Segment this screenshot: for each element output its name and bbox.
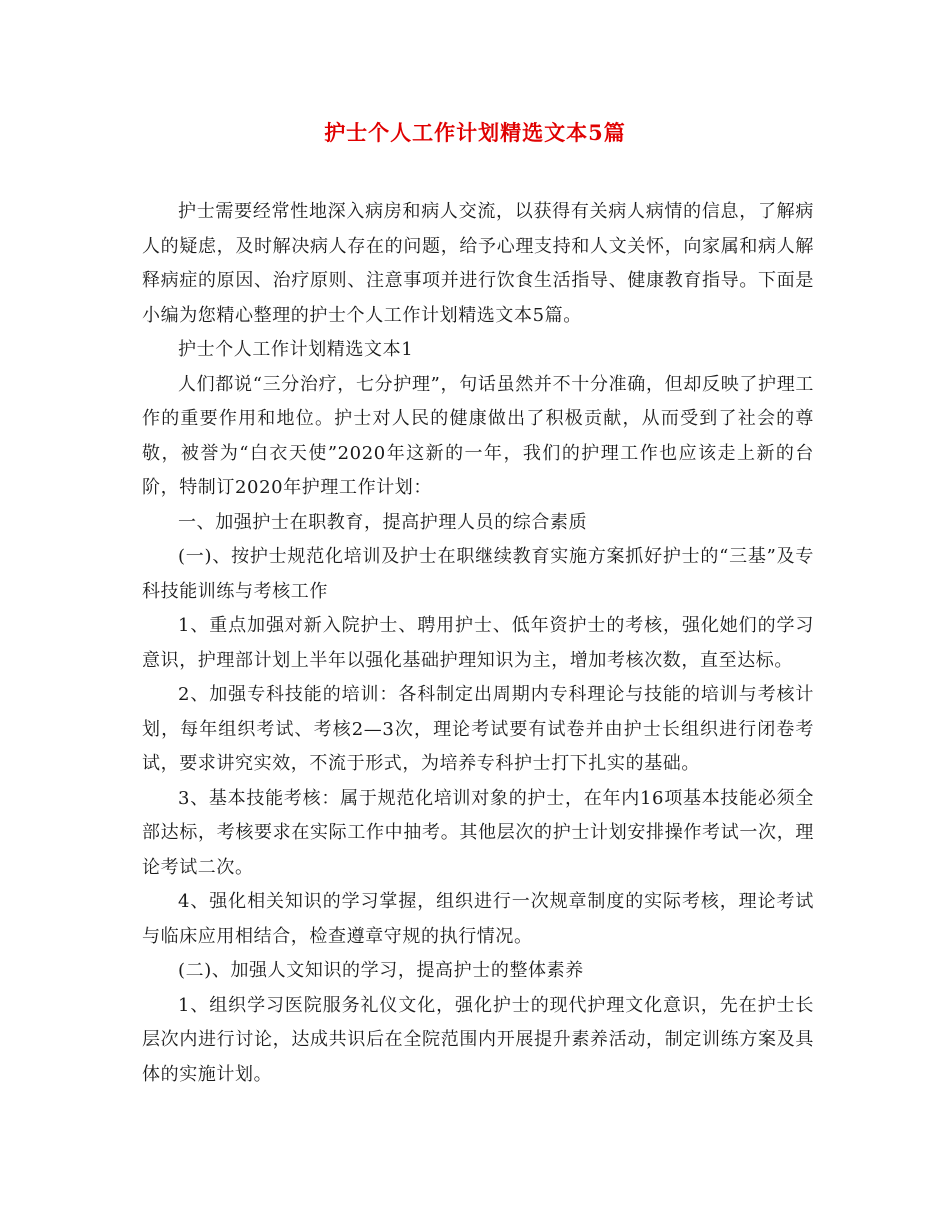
list-item: 1、重点加强对新入院护士、聘用护士、低年资护士的考核，强化她们的学习意识，护理部计划上半年以强化基础护理知识为主，增加考核次数，直至达标。 <box>142 615 814 671</box>
intro-paragraph: 护士需要经常性地深入病房和病人交流，以获得有关病人病情的信息，了解病人的疑虑，及时解决病人存在的问题，给予心理支持和人文关怀，向家属和病人解释病症的原因、治疗原则、注意事项并进行饮食生活指导、健康教育指导。下面是小编为您精心整理的护士个人工作计划精选文本5篇。 <box>142 201 814 326</box>
body-paragraph: 人们都说“三分治疗，七分护理”，句话虽然并不十分准确，但却反映了护理工作的重要作用和地位。护士对人民的健康做出了积极贡献，从而受到了社会的尊敬，被誉为“白衣天使”2020年这新的一年，我们的护理工作也应该走上新的台阶，特制订2020年护理工作计划： <box>142 373 814 498</box>
list-item: 4、强化相关知识的学习掌握，组织进行一次规章制度的实际考核，理论考试与临床应用相结合，检查遵章守规的执行情况。 <box>142 891 814 947</box>
subsection-heading: (二)、加强人文知识的学习，提高护士的整体素养 <box>178 960 584 981</box>
document-title: 护士个人工作计划精选文本5篇 <box>324 120 626 145</box>
section-heading: 护士个人工作计划精选文本1 <box>178 339 414 360</box>
list-item: 2、加强专科技能的培训：各科制定出周期内专科理论与技能的培训与考核计划，每年组织考试、考核2—3次，理论考试要有试卷并由护士长组织进行闭卷考试，要求讲究实效，不流于形式，为培养专科护士打下扎实的基础。 <box>142 684 814 774</box>
list-item: 1、组织学习医院服务礼仪文化，强化护士的现代护理文化意识，先在护士长层次内进行讨论，达成共识后在全院范围内开展提升素养活动，制定训练方案及具体的实施计划。 <box>142 994 814 1085</box>
list-item: 3、基本技能考核：属于规范化培训对象的护士，在年内16项基本技能必须全部达标，考核要求在实际工作中抽考。其他层次的护士计划安排操作考试一次，理论考试二次。 <box>142 787 814 878</box>
document-body <box>142 195 814 1092</box>
subsection-heading: (一)、按护士规范化培训及护士在职继续教育实施方案抓好护士的“三基”及专科技能训练与考核工作 <box>142 546 814 602</box>
section-heading: 一、加强护士在职教育，提高护理人员的综合素质 <box>178 511 588 533</box>
